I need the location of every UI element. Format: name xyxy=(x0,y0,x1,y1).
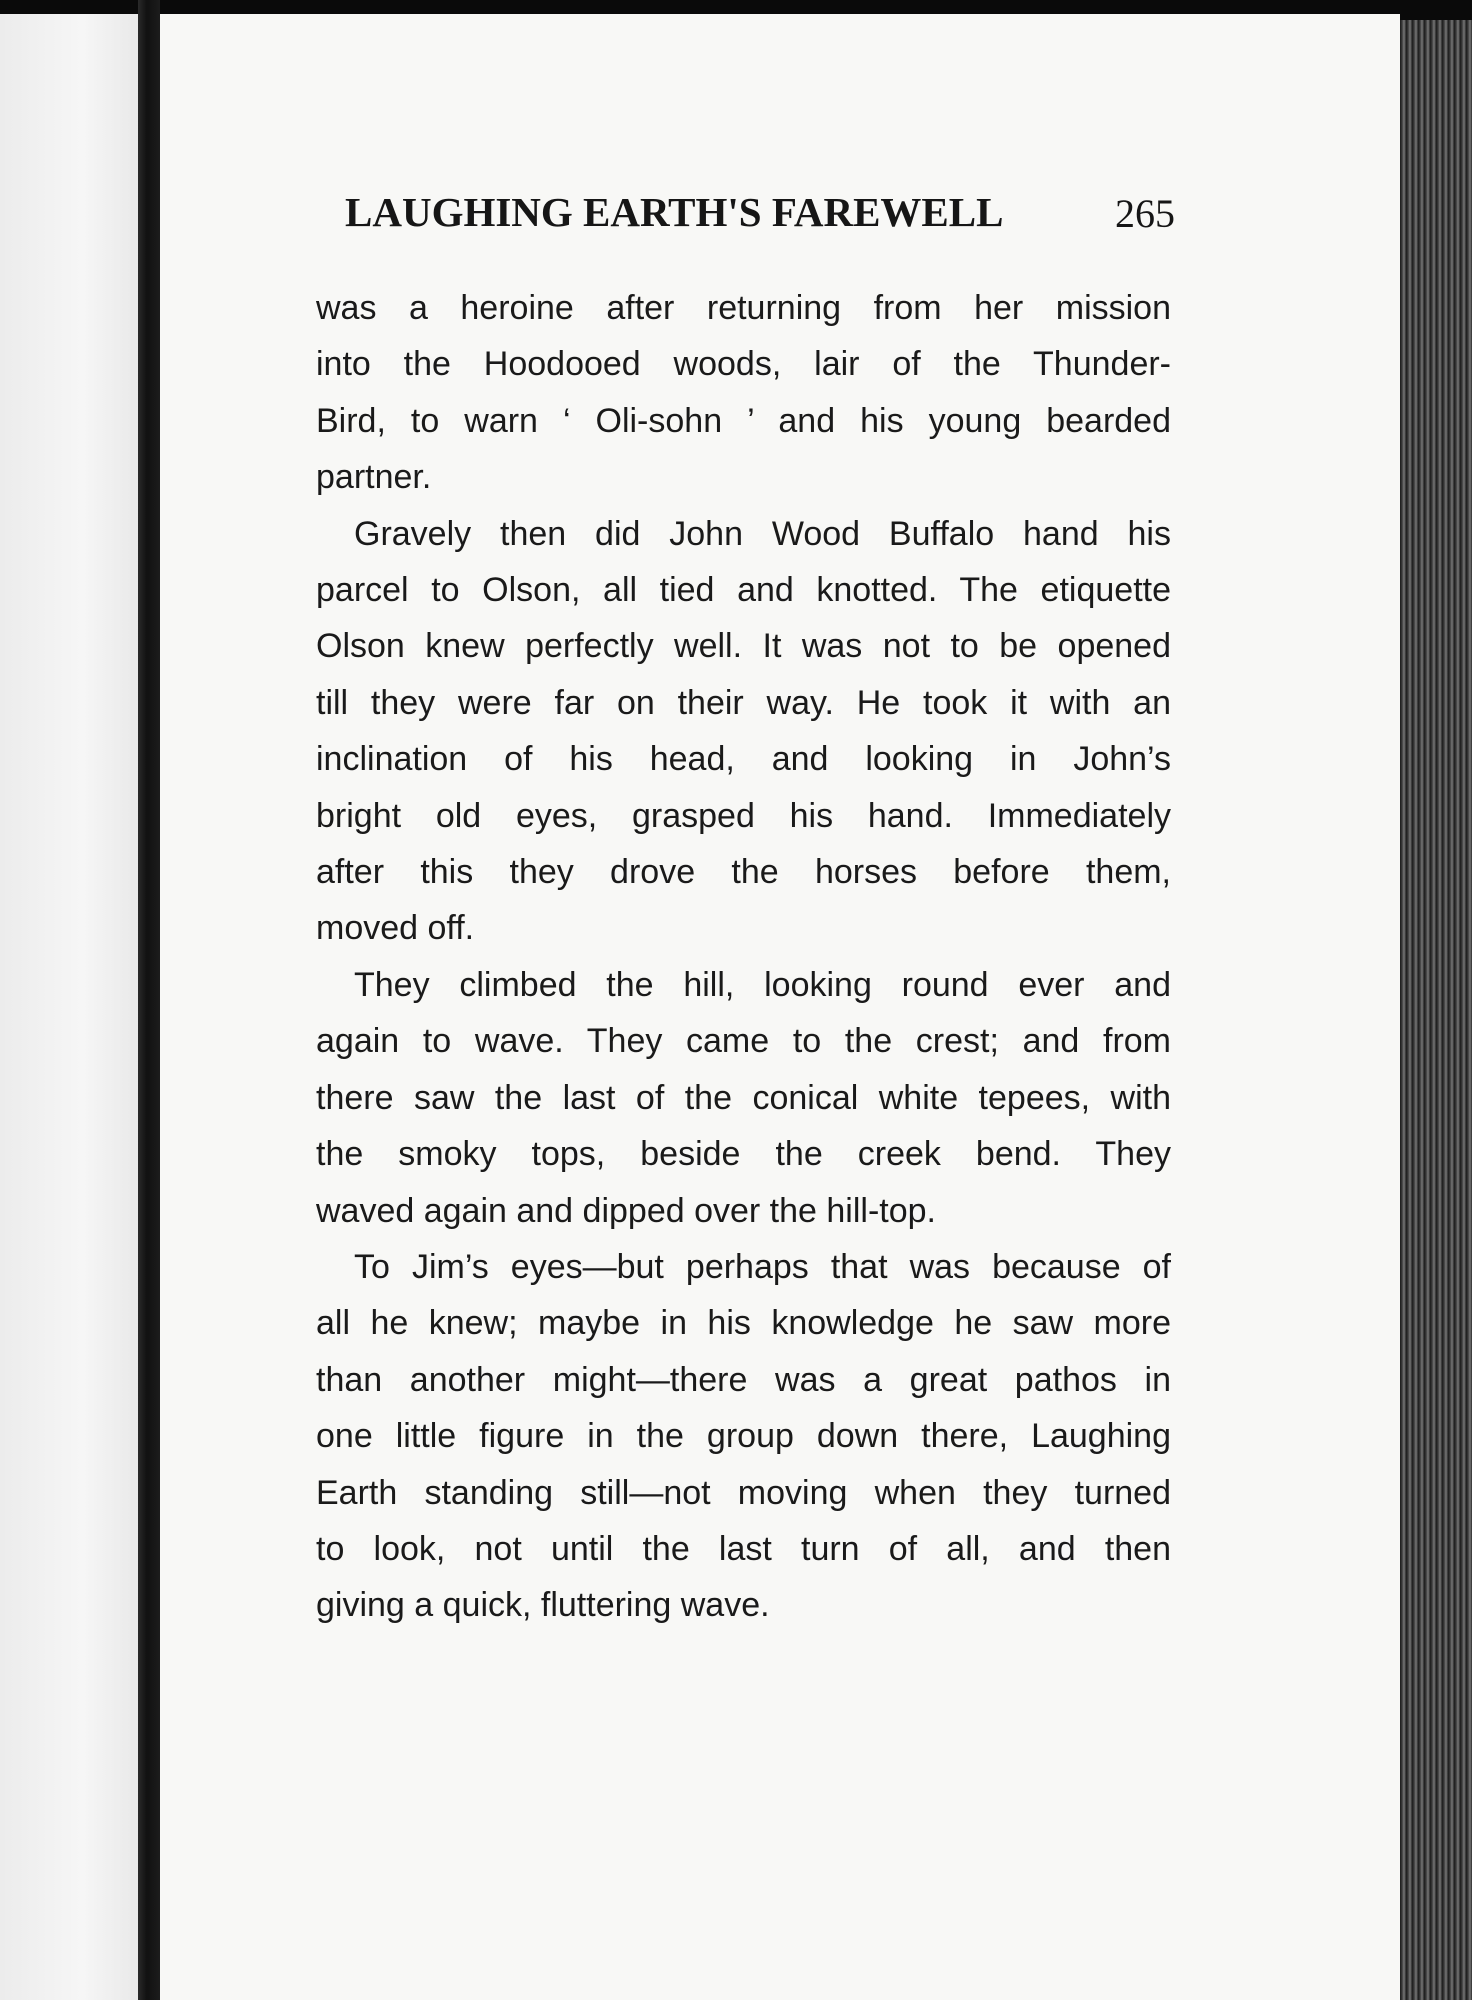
text-line: inclination of his head, and looking in John’s xyxy=(316,740,1171,779)
text-line: was a heroine after returning from her mission xyxy=(316,289,1171,327)
text-line: They climbed the hill, looking round ever and xyxy=(354,965,1171,1004)
text-line: one little figure in the group down there, Laughing xyxy=(316,1417,1171,1456)
text-line: the smoky tops, beside the creek bend. They xyxy=(316,1135,1171,1174)
text-line: till they were far on their way. He took it with an xyxy=(316,683,1171,722)
page-number: 265 xyxy=(1115,191,1175,236)
text-line: giving a quick, fluttering wave. xyxy=(316,1586,770,1625)
text-line: Bird, to warn ‘ Oli-sohn ’ and his young bearded xyxy=(316,401,1171,440)
text-line: To Jim’s eyes—but perhaps that was because of xyxy=(354,1247,1171,1286)
text-line: Earth standing still—not moving when they turned xyxy=(316,1473,1171,1512)
paragraph xyxy=(316,1239,1171,1634)
text-line: partner. xyxy=(316,458,432,497)
book-gutter xyxy=(138,0,160,2000)
text-line: bright old eyes, grasped his hand. Immediately xyxy=(316,796,1171,835)
text-line: Olson knew perfectly well. It was not to be opened xyxy=(316,627,1171,666)
paragraph xyxy=(316,280,1171,506)
body-text xyxy=(316,280,1171,1634)
text-line: parcel to Olson, all tied and knotted. The etiquette xyxy=(316,571,1171,610)
text-line: all he knew; maybe in his knowledge he saw more xyxy=(316,1304,1171,1343)
text-line: moved off. xyxy=(316,909,475,948)
paragraph xyxy=(316,957,1171,1239)
text-line: waved again and dipped over the hill-top. xyxy=(316,1191,936,1230)
text-line: Gravely then did John Wood Buffalo hand his xyxy=(354,514,1171,553)
running-title: LAUGHING EARTH'S FAREWELL xyxy=(345,189,1004,235)
paragraph xyxy=(316,506,1171,957)
text-line: there saw the last of the conical white tepees, with xyxy=(316,1078,1171,1117)
text-line: than another might—there was a great pathos in xyxy=(316,1360,1171,1399)
text-line: to look, not until the last turn of all, and then xyxy=(316,1529,1171,1568)
text-line: into the Hoodooed woods, lair of the Thunder- xyxy=(316,345,1171,384)
facing-page-edge xyxy=(0,14,138,2000)
text-line: after this they drove the horses before them, xyxy=(316,853,1171,892)
page-stack-edges xyxy=(1400,20,1472,2000)
text-line: again to wave. They came to the crest; and from xyxy=(316,1022,1171,1061)
